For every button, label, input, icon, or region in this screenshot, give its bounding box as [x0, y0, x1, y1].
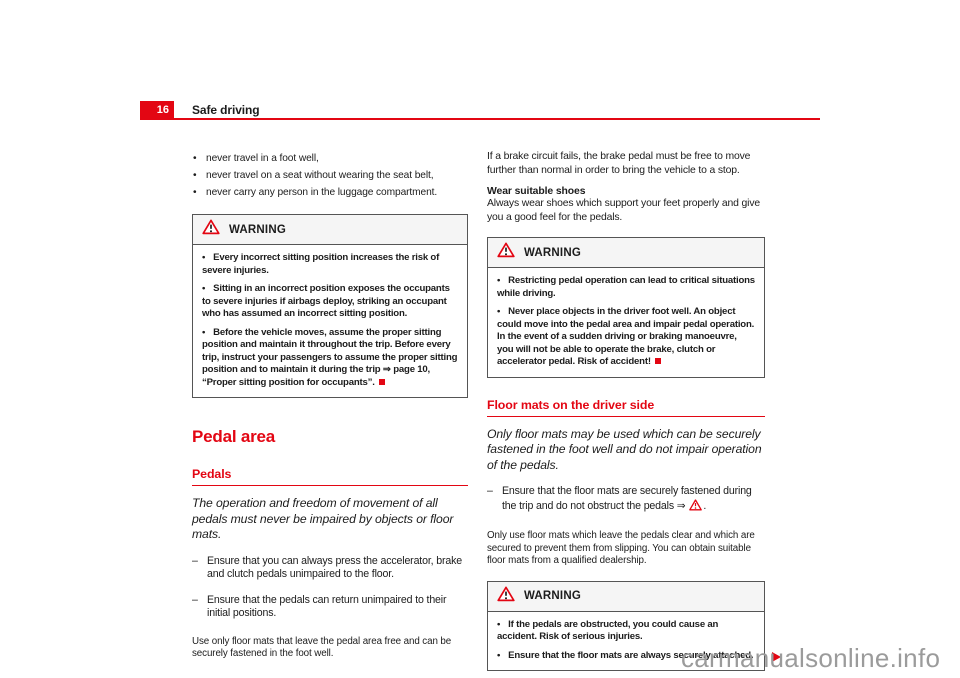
note-paragraph: Use only floor mats that leave the pedal area free and can be securely fastened in the foot well.: [192, 635, 452, 659]
bullet-item: • never travel on a seat without wearing the seat belt,: [192, 167, 468, 184]
section-end-marker-icon: [379, 379, 385, 385]
warning-item-text: Before the vehicle moves, assume the proper sitting position and maintain it throughout the trip. Before every trip, instruct your passengers to assume the proper sitting position and to maintain it during the trip ⇒ page 10, “Proper sitting position for occupants”.: [202, 326, 458, 388]
warning-item-text: If the pedals are obstructed, you could cause an accident. Risk of serious injuries.: [497, 618, 719, 642]
warning-item-text: Sitting in an incorrect position exposes the occupants to severe injuries if airbags deploy, striking an occupant who has assumed an incorrect sitting position.: [202, 283, 450, 319]
warning-item: [202, 283, 458, 321]
warning-item-text: Never place objects in the driver foot well. An object could move into the pedal area and impair pedal operation. In the event of a sudden driving or braking manoeuvre, you will not be able to operate the brake, clutch or accelerator pedal. Risk of accident!: [497, 306, 755, 367]
warning-triangle-icon: [497, 586, 515, 607]
step-item: [487, 485, 765, 515]
chapter-title: Safe driving: [192, 103, 260, 117]
right-column: [487, 150, 765, 671]
subsection-title-floor-mats: Floor mats on the driver side: [487, 398, 765, 417]
warning-item: [497, 306, 755, 369]
warning-item-text: Every incorrect sitting position increases the risk of severe injuries.: [202, 252, 440, 276]
warning-label: WARNING: [524, 246, 581, 259]
inline-warning-triangle-icon: [689, 499, 702, 516]
warning-box-sitting-position: [192, 214, 468, 398]
subsection-title-pedals: Pedals: [192, 467, 468, 486]
section-title-pedal-area: Pedal area: [192, 427, 276, 446]
intro-bullet-list: [192, 150, 468, 201]
header-rule: [174, 118, 820, 120]
warning-label: WARNING: [229, 223, 286, 236]
page-number-badge: 16: [140, 101, 174, 120]
step-item: – Ensure that you can always press the accelerator, brake and clutch pedals unimpaired to the floor.: [192, 555, 468, 582]
step-item: – Ensure that the pedals can return unimpaired to their initial positions.: [192, 594, 468, 621]
lead-paragraph: Only floor mats may be used which can be securely fastened in the foot well and do not impair operation of the pedals.: [487, 426, 762, 472]
warning-item: [497, 275, 755, 300]
warning-label: WARNING: [524, 590, 581, 602]
paragraph-shoes: Always wear shoes which support your feet properly and give you a good feel for the pedals.: [487, 198, 760, 223]
subhead-wear-suitable-shoes: Wear suitable shoes: [487, 186, 586, 197]
warning-item: [202, 327, 458, 390]
note-paragraph: Only use floor mats which leave the pedals clear and which are secured to prevent them from slipping. You can obtain suitable floor mats from a qualified dealership.: [487, 530, 755, 566]
left-column: [192, 150, 468, 661]
warning-box-body: [193, 245, 467, 397]
section-end-marker-icon: [655, 358, 661, 364]
warning-box-body: [488, 268, 764, 377]
bullet-item: • never carry any person in the luggage compartment.: [192, 184, 468, 201]
warning-item: [202, 252, 458, 277]
lead-paragraph: The operation and freedom of movement of all pedals must never be impaired by objects or floor mats.: [192, 496, 454, 541]
warning-item-text: Restricting pedal operation can lead to critical situations while driving.: [497, 275, 755, 299]
warning-triangle-icon: [202, 219, 220, 240]
bullet-item: • never travel in a foot well,: [192, 150, 468, 167]
warning-box-header: [193, 215, 467, 245]
watermark: carmanualsonline.info: [681, 643, 941, 673]
step-item-text: Ensure that the floor mats are securely fastened during the trip and do not obstruct the pedals ⇒: [502, 485, 752, 512]
warning-box-pedal-operation: [487, 237, 765, 378]
paragraph-brake-circuit: If a brake circuit fails, the brake pedal must be free to move further than normal in order to bring the vehicle to a stop.: [487, 151, 751, 176]
step-item-suffix: .: [703, 499, 707, 512]
warning-triangle-icon: [497, 242, 515, 263]
warning-item-text: Ensure that the floor mats are always securely attached.: [508, 649, 754, 661]
warning-item: [497, 619, 755, 644]
warning-box-header: [488, 582, 764, 612]
warning-box-header: [488, 238, 764, 268]
